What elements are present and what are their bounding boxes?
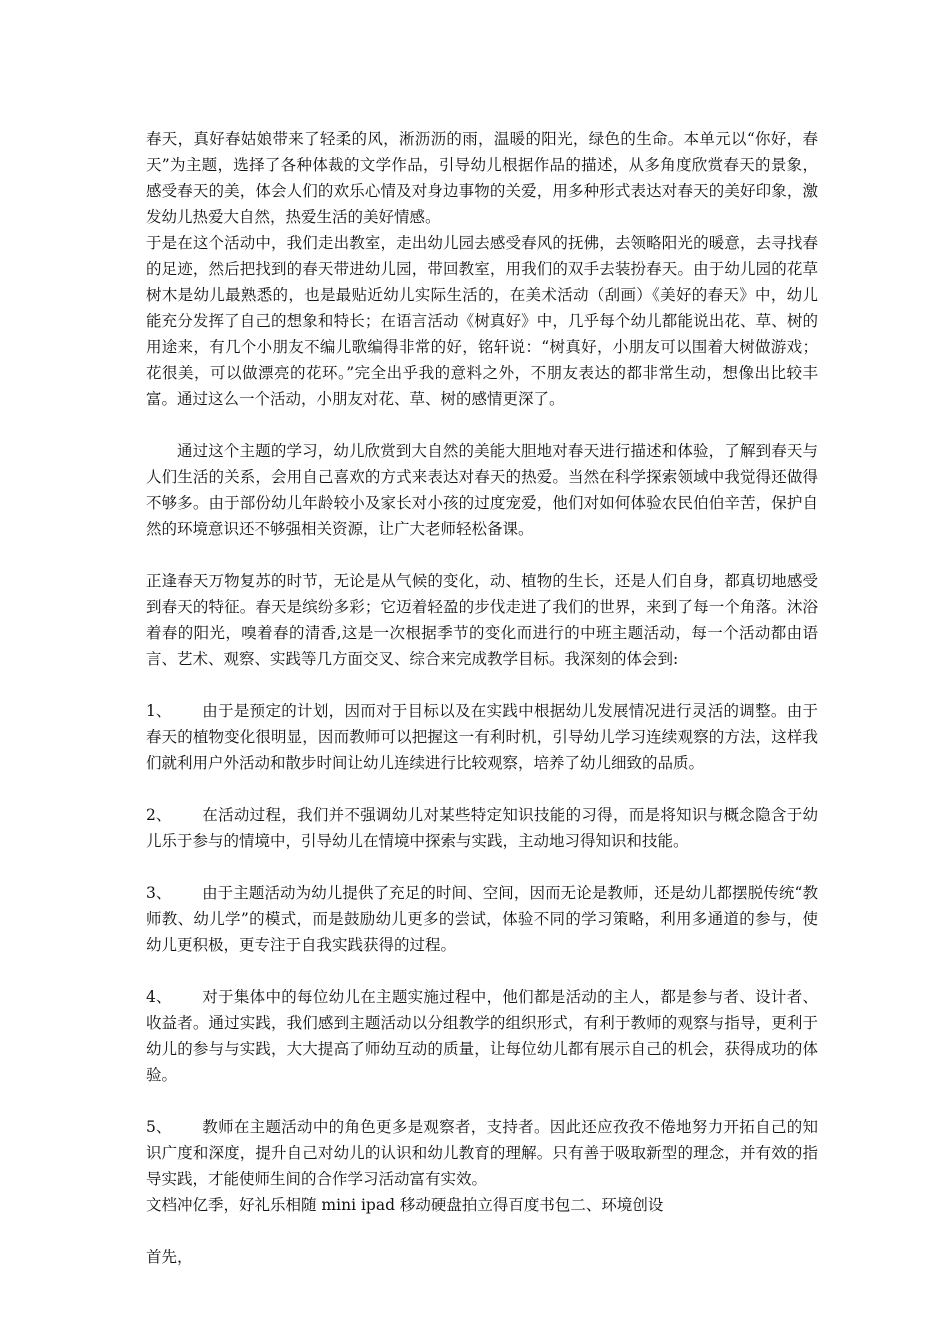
list-item-number: 2、: [146, 806, 172, 824]
list-item-number: 5、: [146, 1118, 172, 1136]
list-item-text: 由于是预定的计划，因而对于目标以及在实践中根据幼儿发展情况进行灵活的调整。由于春天的植物变化很明显，因而教师可以把握这一有利时机，引导幼儿学习连续观察的方法，这样我们就利用户外活动和散步时间让幼儿连续进行比较观察，培养了幼儿细致的品质。: [146, 702, 818, 772]
blank-line: [146, 412, 818, 438]
list-item-number: 3、: [146, 884, 172, 902]
paragraph-ad: 文档冲亿季，好礼乐相随 mini ipad 移动硬盘拍立得百度书包二、环境创设: [146, 1196, 664, 1214]
paragraph-spring: 正逢春天万物复苏的时节，无论是从气候的变化，动、植物的生长，还是人们自身，都真切地感受到春天的特征。春天是缤纷多彩；它迈着轻盈的步伐走进了我们的世界，来到了每一个角落。沐浴着春的阳光，嗅着春的清香,这是一次根据季节的变化而进行的中班主题活动，每一个活动都由语言、艺术、观察、实践等几方面交叉、综合来完成教学目标。我深刻的体会到:: [146, 572, 818, 668]
document-body: [146, 126, 818, 1270]
blank-line: [146, 854, 818, 880]
list-item-number: 1、: [146, 702, 172, 720]
blank-line: [146, 542, 818, 568]
blank-line: [146, 776, 818, 802]
list-item-number: 4、: [146, 988, 172, 1006]
paragraph-first: 首先，: [146, 1248, 193, 1266]
list-item: [146, 1114, 818, 1192]
list-item-text: 由于主题活动为幼儿提供了充足的时间、空间，因而无论是教师，还是幼儿都摆脱传统“教师教、幼儿学”的模式，而是鼓励幼儿更多的尝试，体验不同的学习策略，利用多通道的参与，使幼儿更积极，更专注于自我实践获得的过程。: [146, 884, 818, 954]
list-item: [146, 984, 818, 1088]
blank-line: [146, 958, 818, 984]
blank-line: [146, 1088, 818, 1114]
paragraph-reflection: 通过这个主题的学习，幼儿欣赏到大自然的美能大胆地对春天进行描述和体验，了解到春天与人们生活的关系，会用自己喜欢的方式来表达对春天的热爱。当然在科学探索领域中我觉得还做得不够多。由于部份幼儿年龄较小及家长对小孩的过度宠爱，他们对如何体验农民伯伯辛苦，保护自然的环境意识还不够强相关资源，让广大老师轻松备课。: [146, 442, 818, 538]
list-item-text: 教师在主题活动中的角色更多是观察者，支持者。因此还应孜孜不倦地努力开拓自己的知识广度和深度，提升自己对幼儿的认识和幼儿教育的理解。只有善于吸取新型的理念，并有效的指导实践，才能使师生间的合作学习活动富有实效。: [146, 1118, 818, 1188]
list-item-text: 在活动过程，我们并不强调幼儿对某些特定知识技能的习得，而是将知识与概念隐含于幼儿乐于参与的情境中，引导幼儿在情境中探索与实践，主动地习得知识和技能。: [146, 806, 818, 850]
paragraph-activity: 于是在这个活动中，我们走出教室，走出幼儿园去感受春风的抚佛，去领略阳光的暖意，去寻找春的足迹，然后把找到的春天带进幼儿园，带回教室，用我们的双手去装扮春天。由于幼儿园的花草树木是幼儿最熟悉的，也是最贴近幼儿实际生活的，在美术活动（刮画）《美好的春天》中，幼儿能充分发挥了自己的想象和特长；在语言活动《树真好》中，几乎每个幼儿都能说出花、草、树的用途来，有几个小朋友不编儿歌编得非常的好，铭轩说：“树真好，小朋友可以围着大树做游戏；花很美，可以做漂亮的花环。”完全出乎我的意料之外，不朋友表达的都非常生动，想像出比较丰富。通过这么一个活动，小朋友对花、草、树的感情更深了。: [146, 234, 818, 408]
list-item: [146, 802, 818, 854]
blank-line: [146, 672, 818, 698]
list-item: [146, 698, 818, 776]
blank-line: [146, 1218, 818, 1244]
paragraph-intro: 春天，真好春姑娘带来了轻柔的风，淅沥沥的雨，温暖的阳光，绿色的生命。本单元以“你好，春天”为主题，选择了各种体裁的文学作品，引导幼儿根据作品的描述，从多角度欣赏春天的景象，感受春天的美，体会人们的欢乐心情及对身边事物的关爱，用多种形式表达对春天的美好印象，激发幼儿热爱大自然，热爱生活的美好情感。: [146, 130, 818, 226]
list-item: [146, 880, 818, 958]
list-item-text: 对于集体中的每位幼儿在主题实施过程中，他们都是活动的主人，都是参与者、设计者、收益者。通过实践，我们感到主题活动以分组教学的组织形式，有利于教师的观察与指导，更利于幼儿的参与与实践，大大提高了师幼互动的质量，让每位幼儿都有展示自己的机会，获得成功的体验。: [146, 988, 818, 1084]
